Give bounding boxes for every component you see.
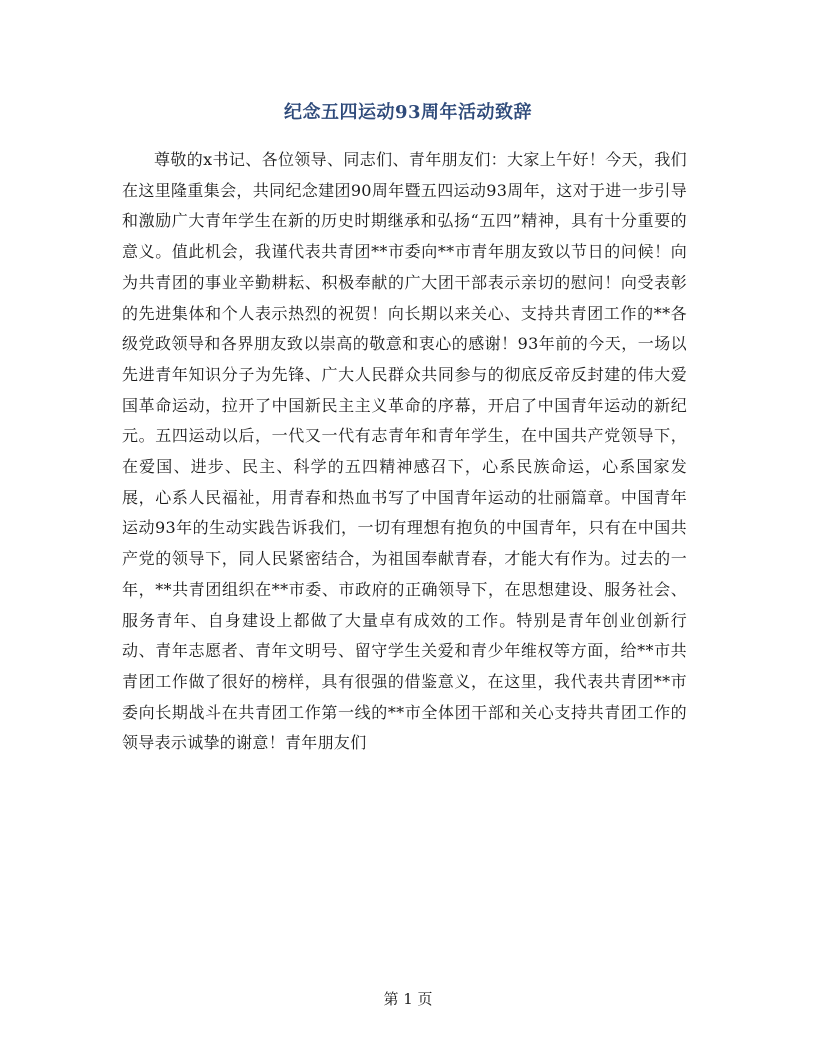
body-paragraph: 尊敬的x书记、各位领导、同志们、青年朋友们：大家上午好！今天，我们在这里隆重集会，共同纪念建团90周年暨五四运动93周年，这对于进一步引导和激励广大青年学生在新的历史时期继承和弘扬“五四”精神，具有十分重要的意义。值此机会，我谨代表共青团**市委向**市青年朋友致以节日的问候！向为共青团的事业辛勤耕耘、积极奉献的广大团干部表示亲切的慰问！向受表彰的先进集体和个人表示热烈的祝贺！向长期以来关心、支持共青团工作的**各级党政领导和各界朋友致以崇高的敬意和衷心的感谢！93年前的今天，一场以先进青年知识分子为先锋、广大人民群众共同参与的彻底反帝反封建的伟大爱国革命运动，拉开了中国新民主主义革命的序幕，开启了中国青年运动的新纪元。五四运动以后，一代又一代有志青年和青年学生，在中国共产党领导下，在爱国、进步、民主、科学的五四精神感召下，心系民族命运，心系国家发展，心系人民福祉，用青春和热血书写了中国青年运动的壮丽篇章。中国青年运动93年的生动实践告诉我们，一切有理想有抱负的中国青年，只有在中国共产党的领导下，同人民紧密结合，为祖国奉献青春，才能大有作为。过去的一年，**共青团组织在**市委、市政府的正确领导下，在思想建设、服务社会、服务青年、自身建设上都做了大量卓有成效的工作。特别是青年创业创新行动、青年志愿者、青年文明号、留守学生关爱和青少年维权等方面，给**市共青团工作做了很好的榜样，具有很强的借鉴意义，在这里，我代表共青团**市委向长期战斗在共青团工作第一线的**市全体团干部和关心支持共青团工作的领导表示诚挚的谢意！青年朋友们 <box>122 150 687 753</box>
document-title: 纪念五四运动93周年活动致辞 <box>283 102 533 123</box>
page-number: 第 1 页 <box>383 990 433 1008</box>
